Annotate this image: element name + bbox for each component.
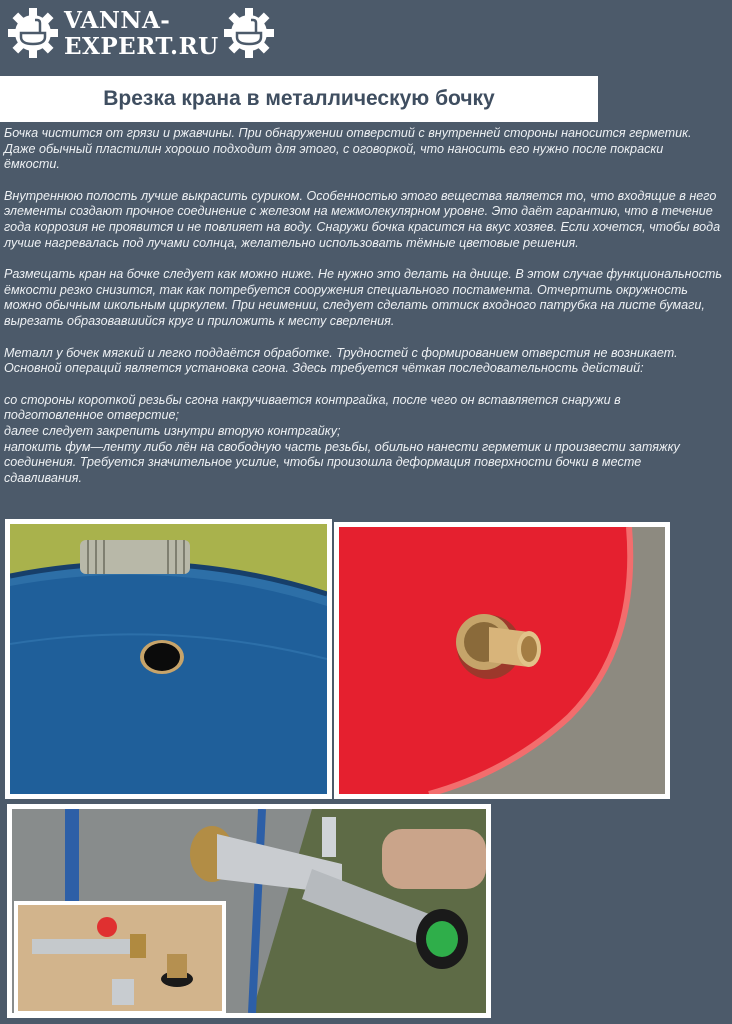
drilled-hole-in-blue-barrel-photo xyxy=(5,519,332,799)
gear-bathtub-logo-icon xyxy=(222,6,276,60)
tap-installed-on-barrel-photo xyxy=(7,804,491,1018)
logo-line-2: EXPERT.RU xyxy=(64,33,219,60)
article-paragraph: Размещать кран на бочке следует как можно ниже. Не нужно это делать на днище. В этом случае функциональность ёмкости резко снизится, так как потребуется сооружения специального постамента. Отчертить окружность можно обычным школьным циркулем. При неимении, следует сделать оттиск входного патрубка на листе бумаги, вырезать образовавшийся круг и приложить к месту сверления. xyxy=(4,267,723,328)
article-paragraph: Внутреннюю полость лучше выкрасить суриком. Особенностью этого вещества является то, что входящие в него элементы создают прочное соединение с железом на межмолекулярном уровне. Это даёт гарантию, что в течение года коррозия не проявится и не повлияет на воду. Снаружи бочка красится на вкус хозяев. Если хочется, чтобы вода лучше нагревалась под лучами солнца, желательно использовать тёмные цветовые решения. xyxy=(4,188,721,250)
site-logo-text[interactable] xyxy=(64,8,219,60)
article-body xyxy=(4,126,722,486)
step-item: далее следует закрепить изнутри вторую контргайку; xyxy=(4,423,341,438)
brass-fitting-on-red-barrel-photo xyxy=(334,522,670,799)
step-item: со стороны короткой резьбы сгона накручивается контргайка, после чего он вставляется снаружи в подготовленное отверстие; xyxy=(4,392,621,423)
article-paragraph: Бочка чистится от грязи и ржавчины. При обнаружении отверстий с внутренней стороны наносится герметик. Даже обычный пластилин хорошо подходит для этого, с оговоркой, что наносить его нужно после покраски ёмкости. xyxy=(4,126,692,172)
article-title: Врезка крана в металлическую бочку xyxy=(103,87,495,110)
site-header xyxy=(0,0,732,72)
logo-line-1: VANNA- xyxy=(64,7,171,34)
steps-list xyxy=(4,393,722,487)
gear-bathtub-logo-icon xyxy=(6,6,60,60)
article-paragraph: Металл у бочек мягкий и легко поддаётся обработке. Трудностей с формированием отверстия не возникает. Основной операций является установка сгона. Здесь требуется чёткая последовательность действий: xyxy=(4,345,678,376)
title-bar xyxy=(0,76,598,122)
step-item: напокить фум—ленту либо лён на свободную часть резьбы, обильно нанести герметик и произвести затяжку соединения. Требуется значительное усилие, чтобы произошла деформация поверхности бочки в месте сдавливания. xyxy=(4,439,680,485)
